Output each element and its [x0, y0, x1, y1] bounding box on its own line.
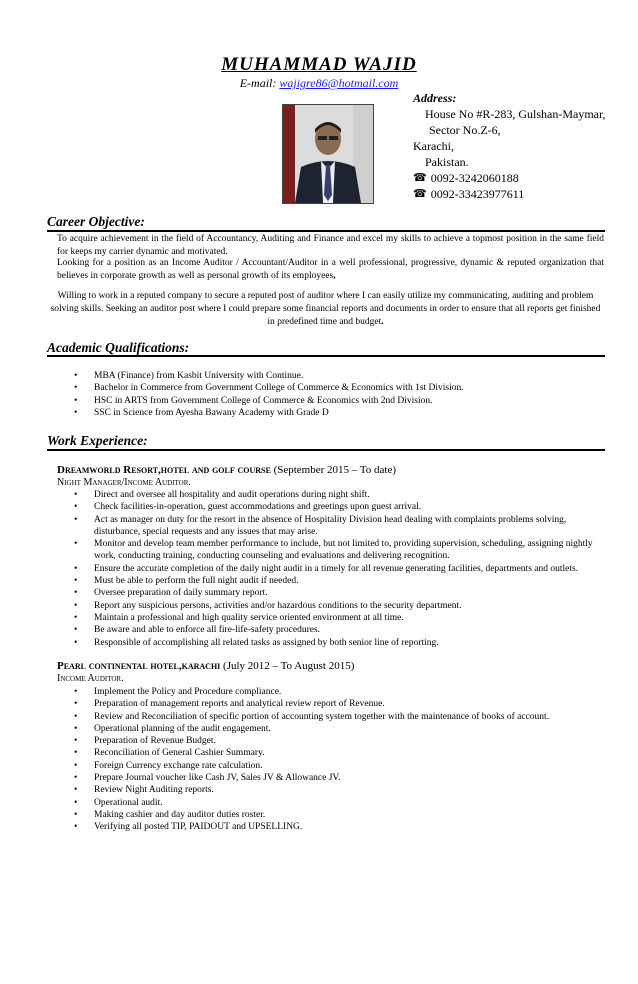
list-item: • Review and Reconciliation of specific portion of accounting system together with the maintenance of books of account. — [74, 711, 550, 722]
list-item: • Making cashier and day auditor duties roster. — [74, 809, 266, 820]
section-divider — [47, 230, 605, 232]
bullet-icon: • — [74, 612, 78, 623]
job-1-position: Night Manager/Income Auditor. — [57, 477, 191, 488]
list-item: • Implement the Policy and Procedure compliance. — [74, 687, 282, 697]
bullet-icon: • — [74, 490, 78, 500]
bullet-icon: • — [74, 773, 78, 784]
bullet-icon: • — [74, 600, 78, 611]
list-item: • Preparation of Revenue Budget. — [74, 736, 216, 747]
phone-icon: ☎ — [413, 172, 427, 184]
list-item: • Act as manager on duty for the resort in the absence of Hospitality Division head dealing with complaints problems solving, disturbance, special requests and any issues that may arise. — [74, 514, 567, 537]
list-item: • Monitor and develop team member performance to include, but not limited to, providing supervision, scheduling, assigning nightly work, conducting training, conducting counseling and evaluations and delivering recognition. — [74, 539, 593, 562]
list-item: • Responsible of accomplishing all related tasks as assigned by both senior line of reporting. — [74, 637, 439, 648]
job-1-header — [57, 464, 396, 476]
list-item: • Operational audit. — [74, 797, 163, 808]
list-item: • Check facilities-in-operation, guest accommodations and greetings upon guest arrival. — [74, 502, 422, 513]
email-label: E-mail: — [239, 76, 277, 90]
phone-icon: ☎ — [413, 188, 427, 200]
list-item: • Must be able to perform the full night audit if needed. — [74, 576, 299, 587]
bullet-icon: • — [74, 797, 78, 808]
list-item: • MBA (Finance) from Kasbit University with Continue. — [74, 371, 304, 381]
list-item: • Reconciliation of General Cashier Summary. — [74, 748, 265, 759]
job-2-period: (July 2012 – To August 2015) — [223, 660, 355, 672]
profile-photo — [282, 104, 374, 204]
bullet-icon: • — [74, 395, 78, 406]
job-2-position: Income Auditor. — [57, 673, 124, 684]
phone-number-1: 0092-3242060188 — [430, 171, 519, 185]
job-1-period: (September 2015 – To date) — [273, 464, 397, 476]
address-line-2: Sector No.Z-6, — [429, 123, 501, 137]
address-line-4: Pakistan. — [425, 155, 469, 169]
bullet-icon: • — [74, 514, 78, 525]
bullet-icon: • — [74, 711, 78, 722]
job-1-duties — [72, 489, 606, 649]
bullet-icon: • — [74, 809, 78, 820]
list-item: • Oversee preparation of daily summary report. — [74, 588, 268, 599]
section-divider — [47, 449, 605, 451]
phone-number-2: 0092-33423977611 — [430, 187, 525, 201]
phone-block — [413, 170, 524, 202]
person-photo-icon — [283, 105, 373, 203]
list-item: • Direct and oversee all hospitality and audit operations during night shift. — [74, 490, 370, 500]
candidate-name: MUHAMMAD WAJID — [221, 54, 417, 75]
address-label: Address: — [413, 91, 457, 105]
address-line-1: House No #R-283, Gulshan-Maymar, — [425, 107, 606, 121]
job-1-company: Dreamworld Resort,hotel and golf course — [57, 464, 271, 476]
bullet-icon: • — [74, 563, 78, 574]
bullet-icon: • — [74, 588, 78, 599]
phone-row-1 — [413, 170, 524, 186]
email-line — [0, 76, 638, 91]
bullet-icon: • — [74, 625, 78, 636]
list-item: • Preparation of management reports and analytical review report of Revenue. — [74, 699, 385, 710]
academic-title: Academic Qualifications: — [47, 340, 190, 355]
section-divider — [47, 355, 605, 357]
bullet-icon: • — [74, 785, 78, 796]
bullet-icon: • — [74, 822, 78, 833]
career-paragraph-3: Willing to work in a reputed company to secure a reputed post of auditor where I can easily utilize my communicating, auditing and problem solving skills. Seeking an auditor post where I could prepare some financial reports and documents in order to ensure that all reports get finished in predefined time and budget. — [50, 291, 601, 327]
job-2-duties — [72, 686, 606, 834]
bullet-icon: • — [74, 760, 78, 771]
list-item: • Ensure the accurate completion of the daily night audit in a timely for all revenue generating facilities, departments and outlets. — [74, 563, 579, 574]
list-item: • Prepare Journal voucher like Cash JV, Sales JV & Allowance JV. — [74, 773, 341, 784]
career-paragraph-1: To acquire achievement in the field of Accountancy, Auditing and Finance and excel my skills to achieve a topmost position in the same field for keeps my carrier dynamic and motivated. — [57, 234, 604, 257]
address-block — [413, 90, 606, 170]
bullet-icon: • — [74, 723, 78, 734]
bullet-icon: • — [74, 637, 78, 648]
list-item: • Review Night Auditing reports. — [74, 785, 214, 796]
list-item: • Foreign Currency exchange rate calculation. — [74, 760, 263, 771]
bullet-icon: • — [74, 502, 78, 513]
list-item: • Maintain a professional and high quality service oriented environment at all time. — [74, 612, 404, 623]
bullet-icon: • — [74, 407, 78, 418]
email-link[interactable]: wajigre86@hotmail.com — [279, 76, 399, 90]
phone-row-2 — [413, 186, 524, 202]
career-paragraph-2: Looking for a position as an Income Auditor / Accountant/Auditor in a well professional, progressive, dynamic & reputed organization that believes in corporate growth as well as personal growth of its employees, — [57, 258, 604, 281]
bullet-icon: • — [74, 371, 78, 381]
list-item: • HSC in ARTS from Government College of Commerce & Economics with 2nd Division. — [74, 395, 433, 406]
list-item: • Bachelor in Commerce from Government College of Commerce & Economics with 1st Division. — [74, 383, 464, 394]
bullet-icon: • — [74, 748, 78, 759]
bullet-icon: • — [74, 687, 78, 697]
list-item: • Report any suspicious persons, activities and/or hazardous conditions to the security department. — [74, 600, 462, 611]
list-item: • SSC in Science from Ayesha Bawany Academy with Grade D — [74, 407, 329, 418]
career-objective-title: Career Objective: — [47, 214, 145, 229]
list-item: • Verifying all posted TIP, PAIDOUT and UPSELLING. — [74, 822, 303, 833]
bullet-icon: • — [74, 383, 78, 394]
bullet-icon: • — [74, 576, 78, 587]
list-item: • Be aware and able to enforce all fire-life-safety procedures. — [74, 625, 321, 636]
list-item: • Operational planning of the audit engagement. — [74, 723, 271, 734]
bullet-icon: • — [74, 539, 78, 550]
academic-list — [72, 370, 602, 419]
work-experience-title: Work Experience: — [47, 433, 148, 448]
address-line-3: Karachi, — [413, 139, 454, 153]
job-2-header — [57, 660, 354, 672]
job-2-company: Pearl continental hotel,karachi — [57, 660, 221, 672]
bullet-icon: • — [74, 699, 78, 710]
bullet-icon: • — [74, 736, 78, 747]
